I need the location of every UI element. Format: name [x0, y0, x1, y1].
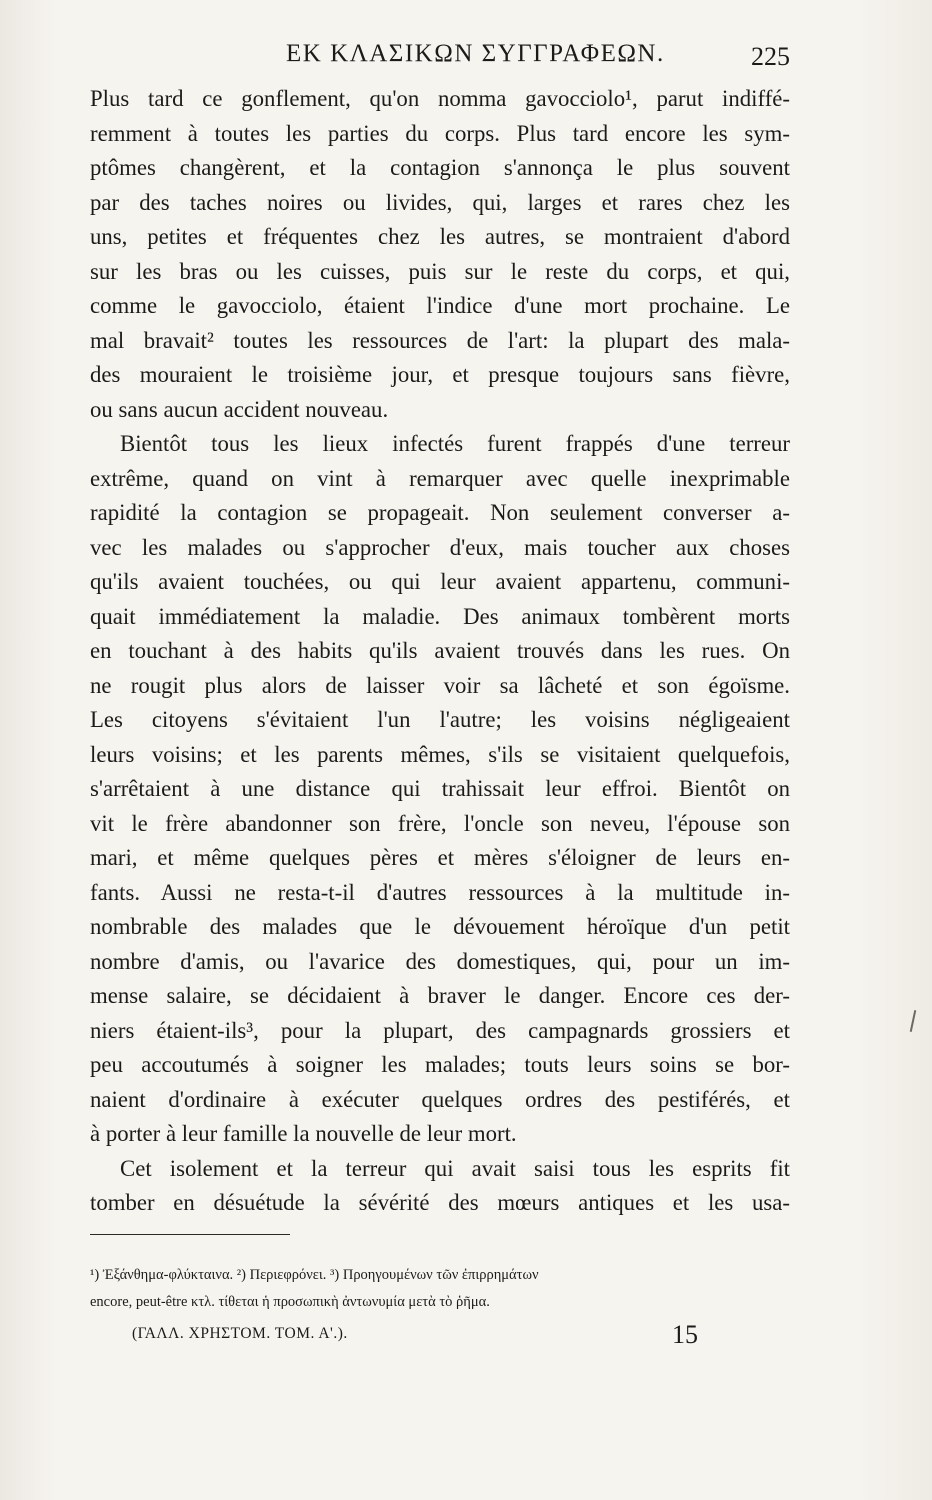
text-line: leurs voisins; et les parents mêmes, s'ils se visitaient quelquefois,	[90, 741, 790, 767]
text-line: mense salaire, se décidaient à braver le danger. Encore ces der-	[90, 983, 790, 1008]
footnote-line: ¹) Ἐξάνθημα-φλύκταινα. ²) Περιεφρόνει. ³) Προηγουμένων τῶν ἐπιρρημάτων	[90, 1267, 539, 1283]
text-line: s'arrêtaient à une distance qui trahissait leur effroi. Bientôt on	[90, 776, 790, 801]
text-line: Bientôt tous les lieux infectés furent frappés d'une terreur	[120, 431, 790, 456]
text-line: fants. Aussi ne resta-t-il d'autres ressources à la multitude in-	[90, 879, 790, 905]
margin-mark	[910, 1010, 917, 1032]
text-line: remment à toutes les parties du corps. Plus tard encore les sym-	[90, 120, 790, 146]
text-line: sur les bras ou les cuisses, puis sur le reste du corps, et qui,	[90, 258, 790, 284]
running-title: ΕΚ ΚΛΑΣΙΚΩΝ ΣΥΓΓΡΑΦΕΩΝ.	[286, 40, 665, 67]
text-line: en touchant à des habits qu'ils avaient trouvés dans les rues. On	[90, 638, 790, 663]
text-line: ou sans aucun accident nouveau.	[90, 396, 389, 422]
text-line: quait immédiatement la maladie. Des animaux tombèrent morts	[90, 603, 790, 629]
signature-mark: (ΓΑΛΛ. ΧΡΗΣΤΟΜ. ΤΟΜ. Α'.).	[132, 1325, 348, 1342]
text-line: uns, petites et fréquentes chez les autres, se montraient d'abord	[90, 224, 790, 249]
text-line: Plus tard ce gonflement, qu'on nomma gavocciolo¹, parut indiffé-	[90, 86, 790, 111]
text-line: par des taches noires ou livides, qui, larges et rares chez les	[90, 189, 790, 215]
text-line: qu'ils avaient touchées, ou qui leur avaient appartenu, communi-	[90, 569, 790, 594]
text-line: à porter à leur famille la nouvelle de leur mort.	[90, 1121, 517, 1146]
text-line: nombrable des malades que le dévouement héroïque d'un petit	[90, 914, 790, 939]
text-line: comme le gavocciolo, étaient l'indice d'une mort prochaine. Le	[90, 293, 790, 318]
text-line: Les citoyens s'évitaient l'un l'autre; les voisins négligeaient	[90, 707, 790, 732]
text-line: des mouraient le troisième jour, et presque toujours sans fièvre,	[90, 362, 790, 387]
footnotes	[90, 1262, 790, 1316]
paragraph	[90, 82, 790, 427]
footnote-line: encore, peut-être κτλ. τίθεται ἡ προσωπικὴ ἀντωνυμία μετὰ τὸ ῥῆμα.	[90, 1294, 490, 1310]
text-line: rapidité la contagion se propageait. Non seulement converser a-	[90, 500, 790, 525]
text-line: ptômes changèrent, et la contagion s'annonça le plus souvent	[90, 155, 790, 180]
signature-number: 15	[672, 1320, 698, 1349]
main-text	[90, 82, 790, 1221]
text-line: nombre d'amis, ou l'avarice des domestiques, qui, pour un im-	[90, 948, 790, 974]
text-line: vec les malades ou s'approcher d'eux, mais toucher aux choses	[90, 534, 790, 560]
text-line: tomber en désuétude la sévérité des mœurs antiques et les usa-	[90, 1190, 790, 1215]
text-line: mari, et même quelques pères et mères s'éloigner de leurs en-	[90, 845, 790, 870]
page-header	[90, 40, 790, 80]
text-line: naient d'ordinaire à exécuter quelques ordres des pestiférés, et	[90, 1086, 790, 1112]
paragraph	[90, 427, 790, 1152]
text-line: ne rougit plus alors de laisser voir sa lâcheté et son égoïsme.	[90, 672, 790, 698]
text-line: Cet isolement et la terreur qui avait saisi tous les esprits fit	[120, 1155, 790, 1181]
text-line: extrême, quand on vint à remarquer avec quelle inexprimable	[90, 465, 790, 491]
text-line: niers étaient-ils³, pour la plupart, des campagnards grossiers et	[90, 1017, 790, 1043]
page-number: 225	[751, 42, 790, 71]
footnote-rule	[90, 1234, 290, 1235]
text-line: vit le frère abandonner son frère, l'oncle son neveu, l'épouse son	[90, 810, 790, 836]
text-line: peu accoutumés à soigner les malades; touts leurs soins se bor-	[90, 1052, 790, 1077]
paragraph	[90, 1152, 790, 1221]
text-line: mal bravait² toutes les ressources de l'art: la plupart des mala-	[90, 327, 790, 353]
